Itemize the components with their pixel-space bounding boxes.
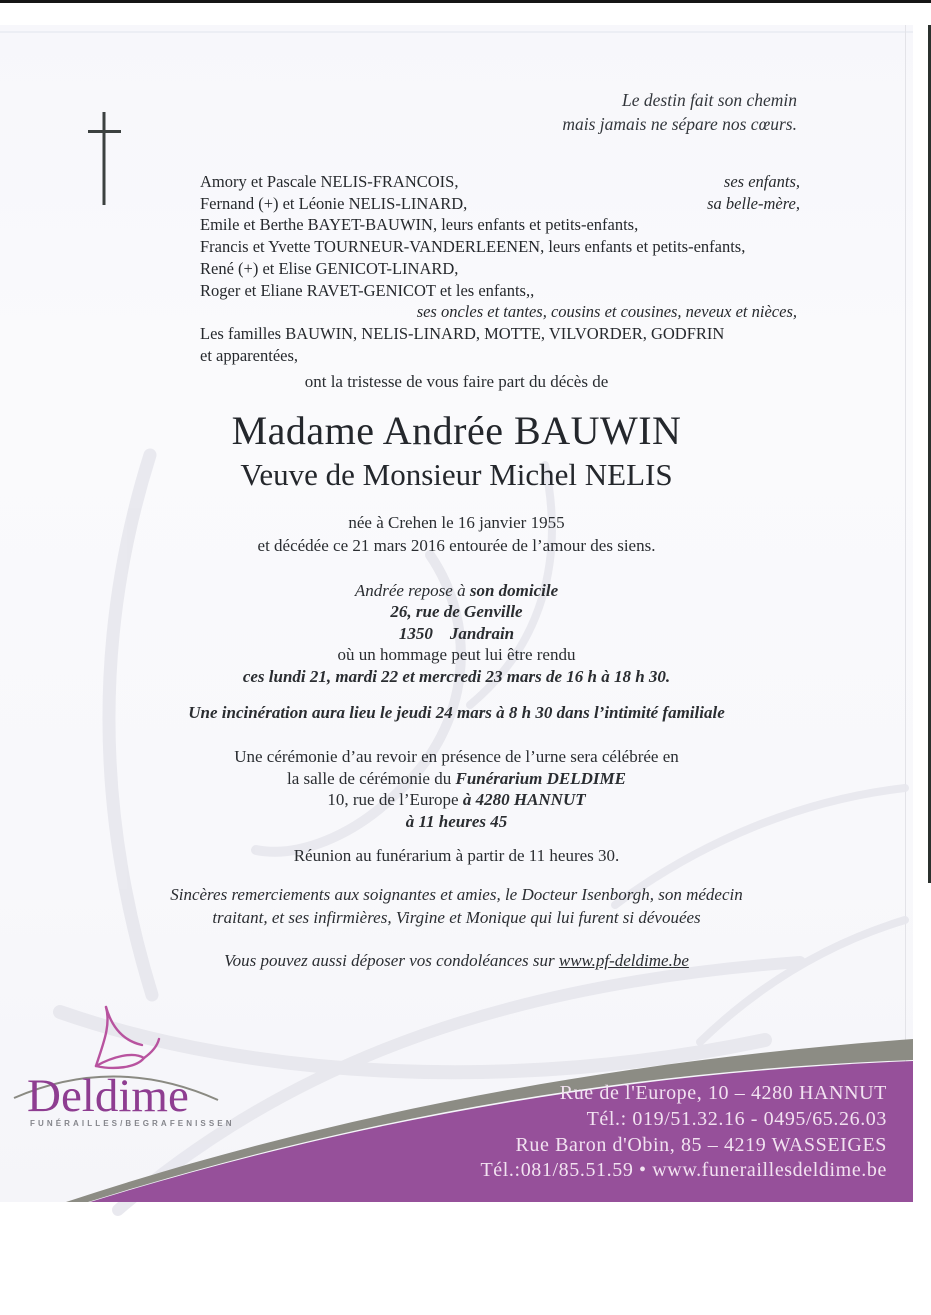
- family-name: Roger et Eliane RAVET-GENICOT et les enfants,,: [200, 280, 535, 300]
- ceremony-line-1: Une cérémonie d’au revoir en présence de l’urne sera célébrée en: [234, 747, 679, 766]
- thanks-line-1: Sincères remerciements aux soignantes et amies, le Docteur Isenborgh, son médecin: [170, 885, 743, 904]
- family-name: Amory et Pascale NELIS-FRANCOIS,: [200, 172, 459, 191]
- family-list: [200, 171, 800, 366]
- dove-icon: [96, 1007, 159, 1068]
- reunion-line: Réunion au funérarium à partir de 11 heures 30.: [293, 846, 620, 865]
- family-row: [200, 236, 800, 258]
- family-row: [200, 280, 800, 302]
- repose-line-1: [20, 580, 893, 601]
- repose-section: [20, 580, 893, 687]
- repose-place: son domicile: [469, 581, 559, 600]
- condolences-website-text: www.pf-deldime.be: [558, 951, 689, 970]
- thanks-section: [20, 884, 893, 929]
- repose-street: 26, rue de Genville: [390, 602, 523, 622]
- family-row: [200, 258, 800, 280]
- death-line: et décédée ce 21 mars 2016 entourée de l’amour des siens.: [257, 535, 656, 555]
- funerarium-name: Funérarium DELDIME: [455, 768, 627, 788]
- deceased-subtitle: Veuve de Monsieur Michel NELIS: [240, 457, 673, 492]
- repose-city: 1350 Jandrain: [398, 623, 515, 643]
- quote-line-2: mais jamais ne sépare nos cœurs.: [562, 114, 797, 134]
- birth-line: née à Crehen le 16 janvier 1955: [348, 513, 565, 532]
- scan-top-edge: [0, 0, 931, 3]
- family-name: Francis et Yvette TOURNEUR-VANDERLEENEN, leurs enfants et petits-enfants,: [200, 237, 746, 257]
- vitals-block: [20, 512, 893, 557]
- repose-days-line: ces lundi 21, mardi 22 et mercredi 23 mars de 16 h à 18 h 30.: [242, 666, 671, 686]
- relation-label: sa belle-mère,: [707, 193, 800, 213]
- opening-quote: [377, 88, 797, 136]
- footer-address: [480, 1081, 887, 1184]
- condolences-prefix: Vous pouvez aussi déposer vos condoléances sur: [224, 951, 559, 970]
- quote-line-1: Le destin fait son chemin: [622, 90, 797, 110]
- thanks-line-2: traitant, et ses infirmières, Virgine et Monique qui lui furent si dévouées: [212, 907, 701, 927]
- ceremony-line-2: [20, 768, 893, 790]
- repose-hommage-line: où un hommage peut lui être rendu: [337, 645, 576, 665]
- announcement-intro: ont la tristesse de vous faire part du décès de: [304, 372, 609, 391]
- relatives-line: ses oncles et tantes, cousins et cousines, neveux et nièces,: [416, 302, 797, 322]
- repose-prefix: Andrée repose à: [354, 581, 470, 600]
- family-row: [200, 171, 800, 193]
- address-line: Rue de l'Europe, 10 – 4280 HANNUT: [559, 1082, 887, 1104]
- ceremony-time: à 11 heures 45: [405, 811, 508, 831]
- funerarium-city: à 4280 HANNUT: [462, 790, 586, 809]
- family-name: René (+) et Elise GENICOT-LINARD,: [200, 258, 459, 278]
- families-line-2: et apparentées,: [200, 345, 299, 365]
- logo-tagline: FUNÉRAILLES/BEGRAFENISSEN: [30, 1119, 235, 1128]
- ceremony-line-3: [20, 789, 893, 811]
- family-name: Emile et Berthe BAYET-BAUWIN, leurs enfants et petits-enfants,: [200, 215, 639, 235]
- condolences-line: [20, 951, 893, 971]
- family-name: Fernand (+) et Léonie NELIS-LINARD,: [200, 193, 468, 213]
- ceremony-line-3-prefix: 10, rue de l’Europe: [327, 790, 463, 809]
- relation-label: ses enfants,: [723, 172, 800, 191]
- address-line: Rue Baron d'Obin, 85 – 4219 WASSEIGES: [515, 1133, 887, 1156]
- logo-wordmark: Deldime: [27, 1070, 189, 1122]
- cremation-line: Une incinération aura lieu le jeudi 24 mars à 8 h 30 dans l’intimité familiale: [188, 703, 725, 722]
- deceased-name: Madame Andrée BAUWIN: [231, 408, 682, 453]
- family-row: [200, 214, 800, 236]
- address-line: Tél.:081/85.51.59 • www.funeraillesdeldime.be: [480, 1159, 887, 1182]
- family-row: [200, 193, 800, 215]
- address-line: Tél.: 019/51.32.16 - 0495/65.26.03: [586, 1107, 887, 1130]
- families-line: Les familles BAUWIN, NELIS-LINARD, MOTTE, VILVORDER, GODFRIN: [200, 323, 725, 343]
- ceremony-line-2-prefix: la salle de cérémonie du: [286, 768, 456, 788]
- ceremony-section: [20, 746, 893, 832]
